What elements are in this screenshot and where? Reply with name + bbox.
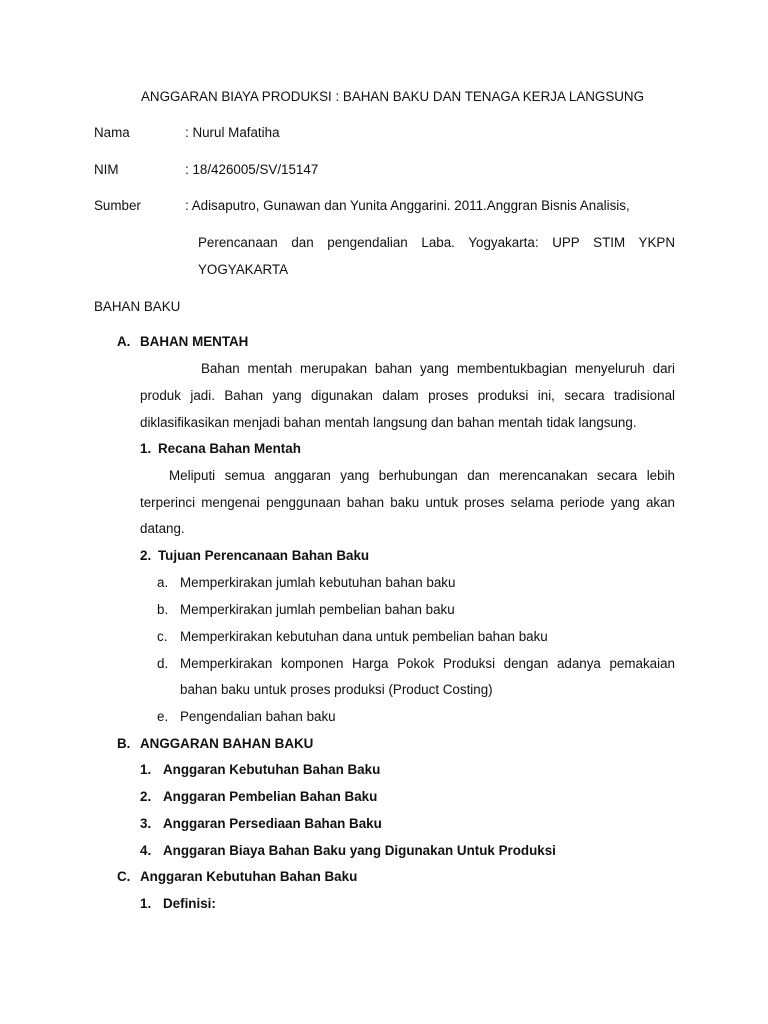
list-marker-b: b. [157,602,169,617]
para2-line-2: terperinci mengenai penggunaan bahan baku untuk proses selama periode yang akan [140,495,675,510]
list-marker-d: d. [157,656,169,671]
nim-value: : 18/426005/SV/15147 [185,162,319,177]
section-c-marker-1: 1. [140,896,152,911]
sumber-line-1: : Adisaputro, Gunawan dan Yunita Anggarini. 2011.Anggran Bisnis Analisis, [185,198,630,213]
list-item-e: Pengendalian bahan baku [180,709,336,724]
sub1-title: Recana Bahan Mentah [158,441,301,456]
section-b-title: ANGGARAN BAHAN BAKU [140,736,314,751]
nama-label: Nama [94,125,130,140]
sumber-line-2: Perencanaan dan pengendalian Laba. Yogyakarta: UPP STIM YKPN [198,235,675,250]
para2-line-3: datang. [140,521,185,536]
sumber-line-3: YOGYAKARTA [198,262,289,277]
section-b-marker-1: 1. [140,762,152,777]
list-marker-c: c. [157,629,168,644]
list-item-c: Memperkirakan kebutuhan dana untuk pembelian bahan baku [180,629,548,644]
sub2-marker: 2. [140,548,152,563]
page-title: ANGGARAN BIAYA PRODUKSI : BAHAN BAKU DAN TENAGA KERJA LANGSUNG [141,89,645,104]
section-b-item-4: Anggaran Biaya Bahan Baku yang Digunakan Untuk Produksi [163,843,556,858]
section-a-marker: A. [117,334,131,349]
section-c-item-1: Definisi: [163,896,216,911]
section-b-item-3: Anggaran Persediaan Bahan Baku [163,816,382,831]
para1-line-1: Bahan mentah merupakan bahan yang membentukbagian menyeluruh dari [201,361,675,376]
sub2-title: Tujuan Perencanaan Bahan Baku [158,548,370,563]
section-b-item-2: Anggaran Pembelian Bahan Baku [163,789,378,804]
list-item-b: Memperkirakan jumlah pembelian bahan baku [180,602,455,617]
list-item-d-line-2: bahan baku untuk proses produksi (Product Costing) [180,682,493,697]
section-a-title: BAHAN MENTAH [140,334,249,349]
section-b-marker: B. [117,736,131,751]
para2-line-1: Meliputi semua anggaran yang berhubungan dan merencanakan secara lebih [169,468,675,483]
para1-line-2: produk jadi. Bahan yang digunakan dalam proses produksi ini, secara tradisional [140,388,675,403]
list-item-a: Memperkirakan jumlah kebutuhan bahan baku [180,575,456,590]
section-b-marker-3: 3. [140,816,152,831]
section-b-marker-4: 4. [140,843,152,858]
list-marker-a: a. [157,575,169,590]
section-b-marker-2: 2. [140,789,152,804]
nama-value: : Nurul Mafatiha [185,125,280,140]
para1-line-3: diklasifikasikan menjadi bahan mentah langsung dan bahan mentah tidak langsung. [140,415,637,430]
section-heading-bahan-baku: BAHAN BAKU [94,299,181,314]
section-c-marker: C. [117,869,131,884]
section-c-title: Anggaran Kebutuhan Bahan Baku [140,869,358,884]
nim-label: NIM [94,162,119,177]
section-b-item-1: Anggaran Kebutuhan Bahan Baku [163,762,381,777]
sub1-marker: 1. [140,441,152,456]
list-marker-e: e. [157,709,169,724]
list-item-d-line-1: Memperkirakan komponen Harga Pokok Produksi dengan adanya pemakaian [180,656,675,671]
sumber-label: Sumber [94,198,141,213]
